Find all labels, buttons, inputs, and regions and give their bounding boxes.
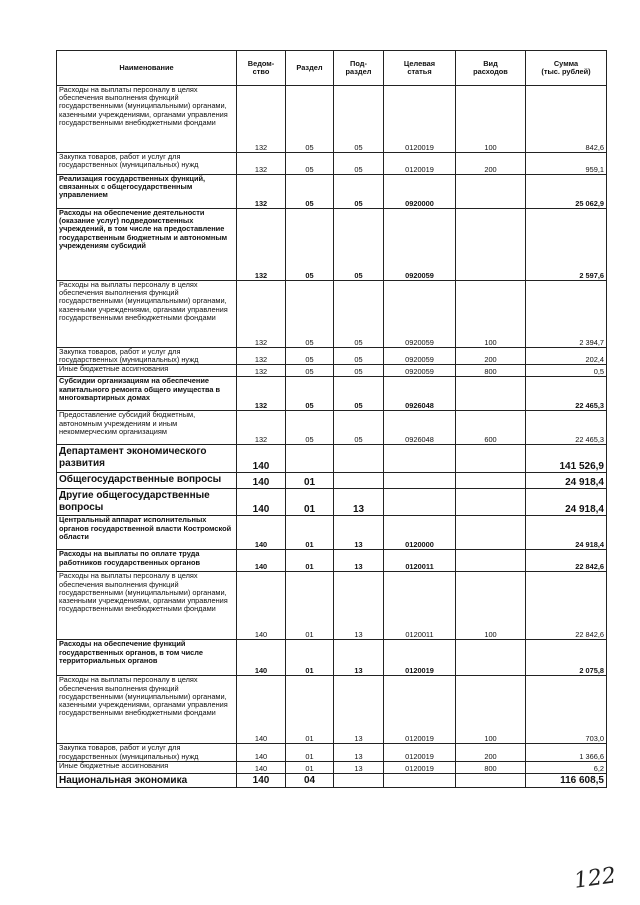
cell-name: Предоставление субсидий бюджетным, автономным учреждениям и иным некоммерческим организациям: [57, 411, 237, 445]
table-row: [57, 572, 607, 640]
table-row: [57, 489, 607, 516]
cell-podrazdel: 13: [334, 489, 384, 516]
col-header-name: Наименование: [57, 51, 237, 86]
cell-target: [384, 773, 456, 787]
cell-podrazdel: 05: [334, 365, 384, 377]
cell-ved: 140: [237, 516, 286, 550]
cell-razdel: 01: [286, 473, 334, 489]
cell-vid: [456, 516, 526, 550]
cell-podrazdel: [334, 445, 384, 473]
cell-ved: 140: [237, 445, 286, 473]
cell-vid: [456, 175, 526, 209]
cell-target: 0120019: [384, 640, 456, 676]
cell-vid: 200: [456, 153, 526, 175]
cell-ved: 140: [237, 744, 286, 761]
cell-name: Расходы на обеспечение деятельности (оказание услуг) подведомственных учреждений, в том числе на предоставление государственным бюджетным и автономным учреждениям субсидий: [57, 209, 237, 281]
cell-sum: 2 075,8: [526, 640, 607, 676]
cell-podrazdel: 05: [334, 411, 384, 445]
cell-target: 0120019: [384, 676, 456, 744]
cell-name: Закупка товаров, работ и услуг для государственных (муниципальных) нужд: [57, 348, 237, 365]
cell-ved: 140: [237, 640, 286, 676]
table-row: [57, 516, 607, 550]
cell-ved: 132: [237, 209, 286, 281]
cell-podrazdel: 13: [334, 744, 384, 761]
cell-razdel: 01: [286, 572, 334, 640]
cell-target: 0120019: [384, 153, 456, 175]
cell-razdel: 05: [286, 209, 334, 281]
cell-name: Расходы на выплаты персоналу в целях обеспечения выполнения функций государственными (муниципальными) органами, казенными учреждениями, органами управления государственными внебюджетными фондами: [57, 86, 237, 153]
cell-vid: [456, 773, 526, 787]
cell-target: 0120011: [384, 550, 456, 572]
cell-target: 0920059: [384, 348, 456, 365]
cell-podrazdel: 05: [334, 377, 384, 411]
cell-target: 0120000: [384, 516, 456, 550]
cell-sum: 703,0: [526, 676, 607, 744]
cell-podrazdel: 05: [334, 281, 384, 348]
cell-vid: [456, 489, 526, 516]
cell-name: Расходы на выплаты персоналу в целях обеспечения выполнения функций государственными (муниципальными) органами, казенными учреждениями, органами управления государственными внебюджетными фондами: [57, 572, 237, 640]
col-header-podrazdel: Под- раздел: [334, 51, 384, 86]
cell-target: [384, 489, 456, 516]
cell-sum: 25 062,9: [526, 175, 607, 209]
cell-podrazdel: 13: [334, 640, 384, 676]
cell-name: Иные бюджетные ассигнования: [57, 365, 237, 377]
cell-sum: 1 366,6: [526, 744, 607, 761]
cell-ved: 140: [237, 550, 286, 572]
cell-podrazdel: [334, 773, 384, 787]
table-row: [57, 175, 607, 209]
cell-target: 0926048: [384, 377, 456, 411]
cell-ved: 140: [237, 473, 286, 489]
cell-podrazdel: 13: [334, 550, 384, 572]
table-row: [57, 473, 607, 489]
cell-vid: 800: [456, 365, 526, 377]
cell-podrazdel: 05: [334, 175, 384, 209]
cell-sum: 24 918,4: [526, 473, 607, 489]
table-row: [57, 377, 607, 411]
cell-razdel: 04: [286, 773, 334, 787]
cell-target: [384, 445, 456, 473]
cell-razdel: 01: [286, 489, 334, 516]
table-row: [57, 153, 607, 175]
table-row: [57, 676, 607, 744]
cell-podrazdel: 13: [334, 676, 384, 744]
cell-ved: 132: [237, 377, 286, 411]
cell-razdel: 01: [286, 640, 334, 676]
cell-ved: 140: [237, 572, 286, 640]
col-header-vid: Вид расходов: [456, 51, 526, 86]
col-header-ved: Ведом- ство: [237, 51, 286, 86]
cell-sum: 2 394,7: [526, 281, 607, 348]
cell-sum: 141 526,9: [526, 445, 607, 473]
col-header-razdel: Раздел: [286, 51, 334, 86]
cell-razdel: 01: [286, 744, 334, 761]
cell-vid: 200: [456, 348, 526, 365]
cell-sum: 2 597,6: [526, 209, 607, 281]
cell-name: Закупка товаров, работ и услуг для государственных (муниципальных) нужд: [57, 153, 237, 175]
cell-target: 0120019: [384, 744, 456, 761]
cell-razdel: 01: [286, 761, 334, 773]
cell-vid: 200: [456, 744, 526, 761]
cell-vid: 600: [456, 411, 526, 445]
cell-podrazdel: 05: [334, 348, 384, 365]
cell-name: Иные бюджетные ассигнования: [57, 761, 237, 773]
cell-target: 0120011: [384, 572, 456, 640]
cell-name: Расходы на выплаты по оплате труда работников государственных органов: [57, 550, 237, 572]
cell-razdel: 01: [286, 516, 334, 550]
table-row: [57, 209, 607, 281]
cell-name: Расходы на выплаты персоналу в целях обеспечения выполнения функций государственными (муниципальными) органами, казенными учреждениями, органами управления государственными внебюджетными фондами: [57, 281, 237, 348]
table-row: [57, 773, 607, 787]
cell-ved: 132: [237, 86, 286, 153]
cell-vid: [456, 550, 526, 572]
cell-podrazdel: 05: [334, 209, 384, 281]
cell-ved: 140: [237, 676, 286, 744]
cell-razdel: 01: [286, 550, 334, 572]
cell-target: 0926048: [384, 411, 456, 445]
cell-name: Департамент экономического развития: [57, 445, 237, 473]
cell-razdel: [286, 445, 334, 473]
page-number: 122: [572, 863, 618, 894]
cell-sum: 22 465,3: [526, 377, 607, 411]
cell-razdel: 05: [286, 377, 334, 411]
cell-ved: 140: [237, 761, 286, 773]
table-row: [57, 348, 607, 365]
cell-vid: [456, 640, 526, 676]
cell-razdel: 01: [286, 676, 334, 744]
table-row: [57, 640, 607, 676]
table-row: [57, 86, 607, 153]
cell-name: Закупка товаров, работ и услуг для государственных (муниципальных) нужд: [57, 744, 237, 761]
cell-target: 0920059: [384, 365, 456, 377]
cell-name: Общегосударственные вопросы: [57, 473, 237, 489]
cell-vid: [456, 209, 526, 281]
cell-podrazdel: 05: [334, 153, 384, 175]
budget-table: [56, 50, 607, 788]
cell-sum: 22 842,6: [526, 572, 607, 640]
cell-ved: 140: [237, 773, 286, 787]
cell-vid: 100: [456, 281, 526, 348]
cell-sum: 0,5: [526, 365, 607, 377]
table-row: [57, 411, 607, 445]
cell-podrazdel: 13: [334, 516, 384, 550]
table-row: [57, 365, 607, 377]
cell-target: [384, 473, 456, 489]
cell-sum: 116 608,5: [526, 773, 607, 787]
cell-sum: 24 918,4: [526, 516, 607, 550]
cell-podrazdel: 05: [334, 86, 384, 153]
cell-name: Другие общегосударственные вопросы: [57, 489, 237, 516]
cell-sum: 22 842,6: [526, 550, 607, 572]
cell-vid: [456, 445, 526, 473]
cell-ved: 132: [237, 281, 286, 348]
cell-name: Центральный аппарат исполнительных органов государственной власти Костромской области: [57, 516, 237, 550]
cell-ved: 140: [237, 489, 286, 516]
cell-razdel: 05: [286, 153, 334, 175]
cell-razdel: 05: [286, 175, 334, 209]
cell-sum: 202,4: [526, 348, 607, 365]
cell-vid: 100: [456, 676, 526, 744]
cell-vid: 100: [456, 572, 526, 640]
cell-sum: 6,2: [526, 761, 607, 773]
cell-name: Расходы на обеспечение функций государственных органов, в том числе территориальных органов: [57, 640, 237, 676]
cell-sum: 959,1: [526, 153, 607, 175]
cell-vid: 800: [456, 761, 526, 773]
cell-ved: 132: [237, 348, 286, 365]
cell-razdel: 05: [286, 281, 334, 348]
cell-razdel: 05: [286, 365, 334, 377]
cell-sum: 22 465,3: [526, 411, 607, 445]
cell-target: 0120019: [384, 761, 456, 773]
cell-vid: [456, 377, 526, 411]
cell-vid: [456, 473, 526, 489]
cell-vid: 100: [456, 86, 526, 153]
cell-ved: 132: [237, 175, 286, 209]
cell-name: Расходы на выплаты персоналу в целях обеспечения выполнения функций государственными (муниципальными) органами, казенными учреждениями, органами управления государственными внебюджетными фондами: [57, 676, 237, 744]
cell-podrazdel: [334, 473, 384, 489]
cell-ved: 132: [237, 365, 286, 377]
cell-sum: 842,6: [526, 86, 607, 153]
cell-podrazdel: 13: [334, 761, 384, 773]
cell-target: 0920000: [384, 175, 456, 209]
cell-ved: 132: [237, 153, 286, 175]
table-row: [57, 550, 607, 572]
cell-target: 0920059: [384, 209, 456, 281]
col-header-target: Целевая статья: [384, 51, 456, 86]
header-row: [57, 51, 607, 86]
table-row: [57, 761, 607, 773]
cell-razdel: 05: [286, 86, 334, 153]
cell-podrazdel: 13: [334, 572, 384, 640]
cell-sum: 24 918,4: [526, 489, 607, 516]
cell-name: Реализация государственных функций, связанных с общегосударственным управлением: [57, 175, 237, 209]
table-row: [57, 281, 607, 348]
col-header-sum: Сумма (тыс. рублей): [526, 51, 607, 86]
table-row: [57, 445, 607, 473]
cell-name: Субсидии организациям на обеспечение капитального ремонта общего имущества в многоквартирных домах: [57, 377, 237, 411]
cell-razdel: 05: [286, 348, 334, 365]
cell-razdel: 05: [286, 411, 334, 445]
cell-name: Национальная экономика: [57, 773, 237, 787]
cell-target: 0920059: [384, 281, 456, 348]
cell-ved: 132: [237, 411, 286, 445]
cell-target: 0120019: [384, 86, 456, 153]
table-row: [57, 744, 607, 761]
